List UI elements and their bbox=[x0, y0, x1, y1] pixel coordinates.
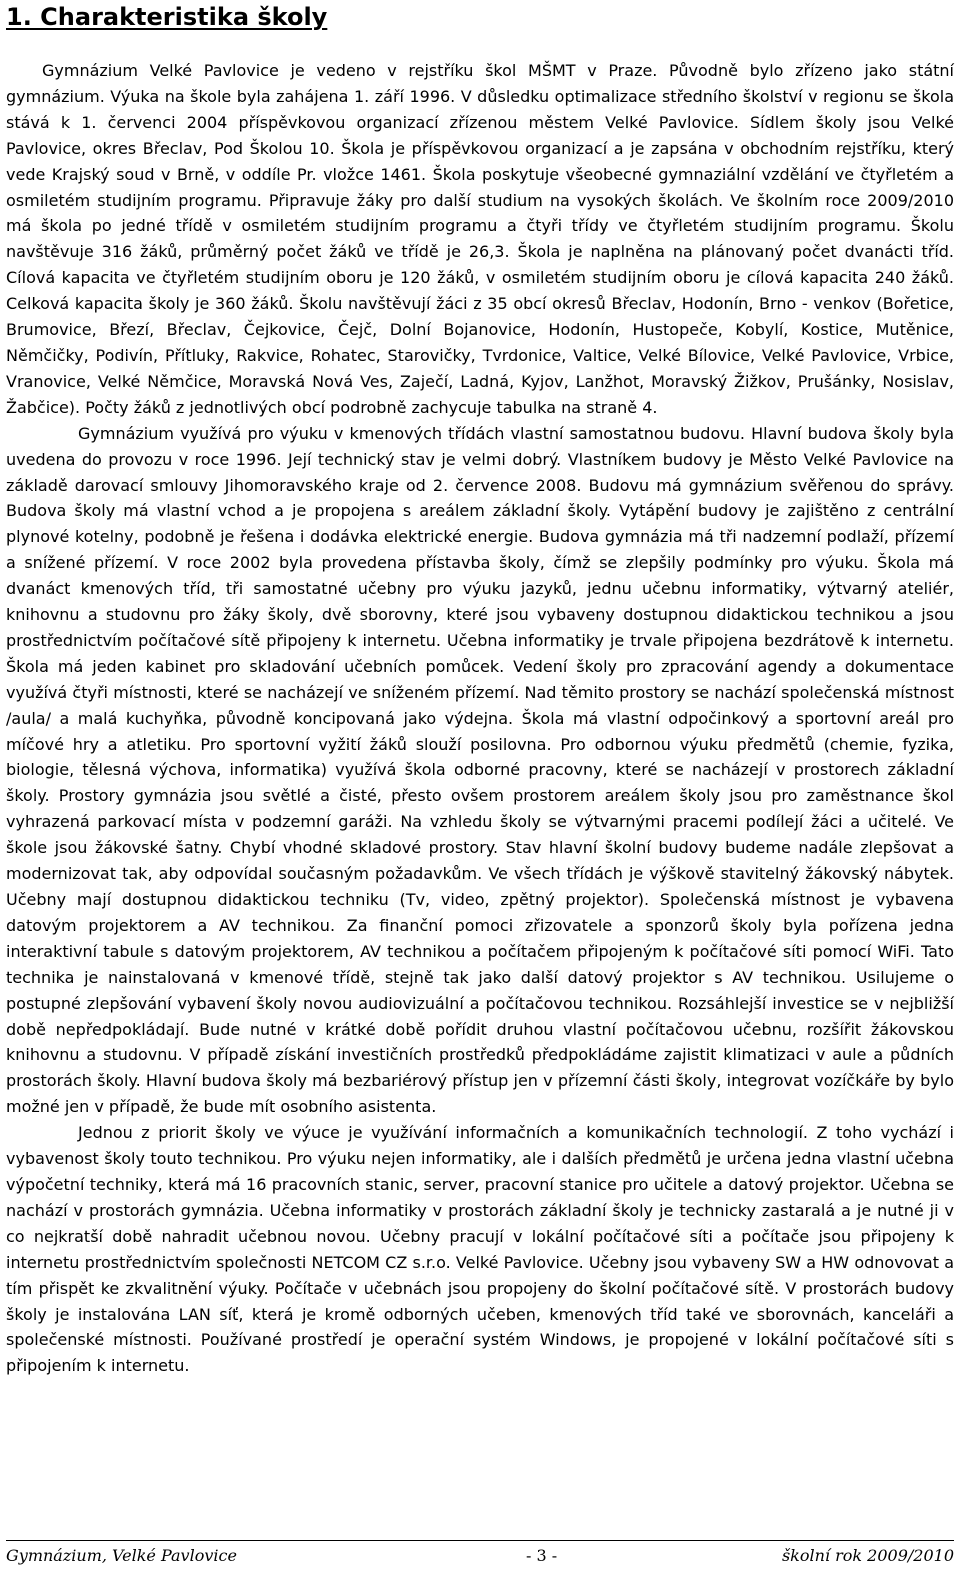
body-text bbox=[6, 58, 954, 1379]
paragraph-1: Gymnázium Velké Pavlovice je vedeno v rejstříku škol MŠMT v Praze. Původně bylo zřízeno jako státní gymnázium. Výuka na škole byla zahájena 1. září 1996. V důsledku optimalizace středního školství v regionu se škola stává k 1. červenci 2004 příspěvkovou organizací zřízenou městem Velké Pavlovice. Sídlem školy jsou Velké Pavlovice, okres Břeclav, Pod Školou 10. Škola je příspěvkovou organizací a je zapsána v obchodním rejstříku, který vede Krajský soud v Brně, v oddíle Pr. vložce 1461. Škola poskytuje všeobecné gymnaziální vzdělání ve čtyřletém a osmiletém studijním programu. Připravuje žáky pro další studium na vysokých školách. Ve školním roce 2009/2010 má škola po jedné třídě v osmiletém studijním programu a čtyři třídy ve čtyřletém studijním programu. Školu navštěvuje 316 žáků, průměrný počet žáků ve třídě je 26,3. Škola je naplněna na plánovaný počet dvanácti tříd. Cílová kapacita ve čtyřletém studijním oboru je 120 žáků, v osmiletém studijním oboru je cílová kapacita 240 žáků. Celková kapacita školy je 360 žáků. Školu navštěvují žáci z 35 obcí okresů Břeclav, Hodonín, Brno - venkov (Bořetice, Brumovice, Březí, Břeclav, Čejkovice, Čejč, Dolní Bojanovice, Hodonín, Hustopeče, Kobylí, Kostice, Mutěnice, Němčičky, Podivín, Přítluky, Rakvice, Rohatec, Starovičky, Tvrdonice, Valtice, Velké Bílovice, Velké Pavlovice, Vrbice, Vranovice, Velké Němčice, Moravská Nová Ves, Zaječí, Ladná, Kyjov, Lanžhot, Moravský Žižkov, Prušánky, Nosislav, Žabčice). Počty žáků z jednotlivých obcí podrobně zachycuje tabulka na straně 4. bbox=[6, 61, 954, 417]
paragraph-3: Jednou z priorit školy ve výuce je využívání informačních a komunikačních technologií. Z toho vychází i vybavenost školy touto technikou. Pro výuku nejen informatiky, ale i dalších předmětů je určena jedna vlastní učebna výpočetní techniky, která má 16 pracovních stanic, server, pracovní stanice pro učitele a datový projektor. Učebna se nachází v prostorách gymnázia. Učebna informatiky v prostorách základní školy je technicky zastaralá a je nutné ji v co nejkratší době nahradit učebnou novou. Učebny pracují v lokální počítačové síti a počítače jsou připojeny k internetu prostřednictvím společnosti NETCOM CZ s.r.o. Velké Pavlovice. Učebny jsou vybaveny SW a HW odnovovat a tím přispět ke zkvalitnění výuky. Počítače v učebnách jsou propojeny do školní počítačové sítě. V prostorách budovy školy je instalována LAN síť, která je kromě odborných učeben, kmenových tříd také ve sborovnách, kanceláři a společenské místnosti. Používané prostředí je operační systém Windows, je propojené v lokální počítačové síti s připojením k internetu. bbox=[6, 1123, 954, 1376]
footer-divider bbox=[6, 1540, 954, 1541]
paragraph-2: Gymnázium využívá pro výuku v kmenových třídách vlastní samostatnou budovu. Hlavní budova školy byla uvedena do provozu v roce 1996. Její technický stav je velmi dobrý. Vlastníkem budovy je Město Velké Pavlovice na základě darovací smlouvy Jihomoravského kraje od 2. července 2008. Budovu má gymnázium svěřenou do správy. Budova školy má vlastní vchod a je propojena s areálem základní školy. Vytápění budovy je zajištěno z centrální plynové kotelny, podobně je řešena i dodávka elektrické energie. Budova gymnázia má tři nadzemní podlaží, přízemí a snížené přízemí. V roce 2002 byla provedena přístavba školy, čímž se zlepšily podmínky pro výuku. Škola má dvanáct kmenových tříd, tři samostatné učebny pro výuku jazyků, jednu učebnu informatiky, výtvarný ateliér, knihovnu a studovnu pro žáky školy, dvě sborovny, které jsou vybaveny dostupnou didaktickou technikou a jsou prostřednictvím počítačové sítě připojeny k internetu. Učebna informatiky je trvale připojena bezdrátově k internetu. Škola má jeden kabinet pro skladování učebních pomůcek. Vedení školy pro zpracování agendy a dokumentace využívá čtyři místnosti, které se nacházejí ve sníženém přízemí. Nad těmito prostory se nachází společenská místnost /aula/ a malá kuchyňka, původně koncipovaná jako výdejna. Škola má vlastní odpočinkový a sportovní areál pro míčové hry a atletiku. Pro sportovní vyžití žáků slouží posilovna. Pro odbornou výuku předmětů (chemie, fyzika, biologie, tělesná výchova, informatika) využívá škola odborné pracovny, které se nacházejí v prostorech základní školy. Prostory gymnázia jsou světlé a čisté, přesto ovšem prostorem areálem školy jsou pro zaměstnance škol vyhrazená parkovací místa v podzemní garáži. Na vzhledu školy se výtvarnými pracemi podílejí žáci a učitelé. Ve škole jsou žákovské šatny. Chybí vhodné skladové prostory. Stav hlavní školní budovy budeme nadále zlepšovat a modernizovat tak, aby odpovídal současným požadavkům. Ve všech třídách je výškově stavitelný žákovský nábytek. Učebny mají dostupnou didaktickou techniku (Tv, video, zpětný projektor). Společenská místnost je vybavena datovým projektorem a AV technikou. Za finanční pomoci zřizovatele a sponzorů školy byla pořízena jedna interaktivní tabule s datovým projektorem, AV technikou a počítačem připojeným k počítačové síti pomocí WiFi. Tato technika je nainstalovaná v kmenové třídě, stejně tak jako další datový projektor s AV technikou. Usilujeme o postupné zlepšování vybavení školy novou audiovizuální a počítačovou technikou. Rozsáhlejší investice se v nejbližší době nepředpokládají. Bude nutné v krátké době pořídit druhou vlastní počítačovou učebnu, rozšířit žákovskou knihovnu a studovnu. V případě získání investičních prostředků předpokládáme zajistit klimatizaci v aule a půdních prostorách školy. Hlavní budova školy má bezbariérový přístup jen v přízemní části školy, integrovat vozíčkáře by bylo možné jen v případě, že bude mít osobního asistenta. bbox=[6, 423, 954, 1117]
footer-school-year: školní rok 2009/2010 bbox=[781, 1546, 954, 1565]
page-footer bbox=[6, 1545, 954, 1567]
footer-page-number: - 3 - bbox=[526, 1546, 558, 1565]
footer-school-name: Gymnázium, Velké Pavlovice bbox=[6, 1546, 237, 1565]
section-heading: 1. Charakteristika školy bbox=[6, 3, 328, 31]
